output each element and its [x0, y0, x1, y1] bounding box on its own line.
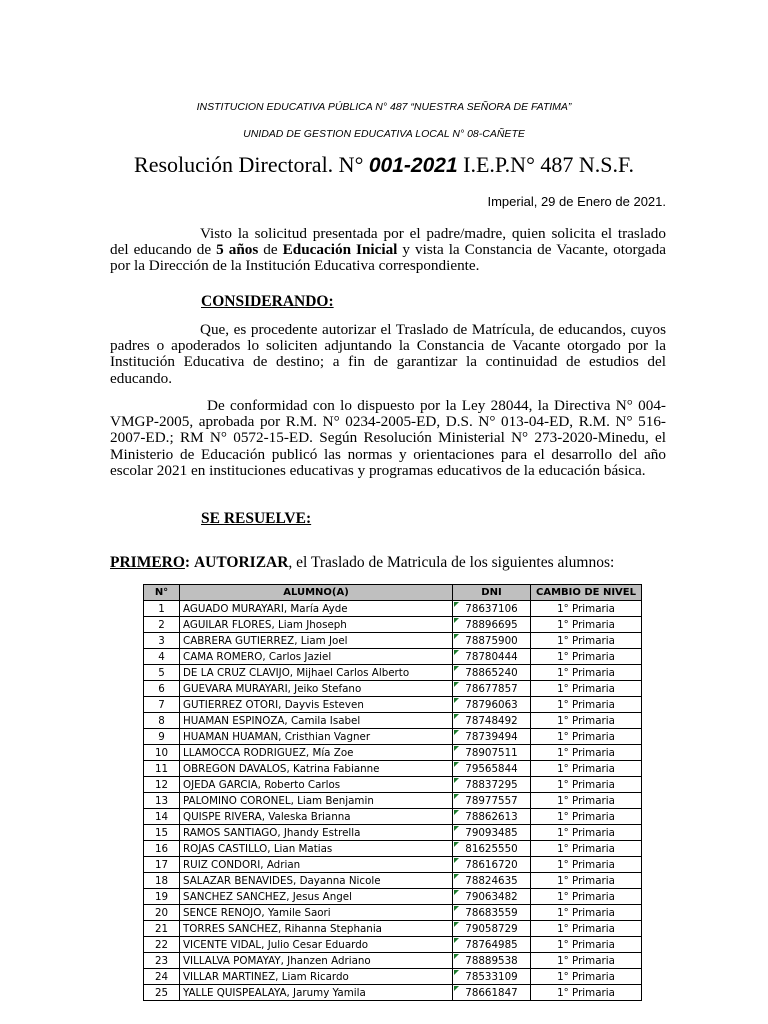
student-name: LLAMOCCA RODRIGUEZ, Mía Zoe [180, 745, 453, 761]
conformidad-paragraph: De conformidad con lo dispuesto por la Ley 28044, la Directiva N° 004-VMGP-2005, aprobada por R.M. N° 0234-2005-ED, D.S. N° 013-04-ED, R.M. N° 516-2007-ED.; RM N° 0572-15-ED. Según Resolución Ministerial N° 273-2020-Minedu, el Ministerio de Educación publicó las normas y orientaciones para el desarrollo del año escolar 2021 en instituciones educativas y programas educativos de la educación básica. [110, 397, 666, 479]
student-name: AGUADO MURAYARI, María Ayde [180, 601, 453, 617]
student-dni: 78661847 [453, 985, 531, 1001]
student-dni: 78616720 [453, 857, 531, 873]
title-prefix: Resolución Directoral. N° [134, 152, 364, 177]
row-number: 16 [144, 841, 180, 857]
student-name: ROJAS CASTILLO, Lian Matias [180, 841, 453, 857]
students-table [143, 584, 642, 1001]
cell-marker-icon [454, 762, 459, 767]
level-change: 1° Primaria [531, 665, 642, 681]
visto-paragraph: Visto la solicitud presentada por el padre/madre, quien solicita el traslado del educando de 5 años de Educación Inicial y vista la Constancia de Vacante, otorgada por la Dirección de la Institución Educativa correspondiente. [110, 225, 666, 275]
ugel-header: UNIDAD DE GESTION EDUCATIVA LOCAL N° 08-CAÑETE [243, 128, 525, 140]
student-dni: 78824635 [453, 873, 531, 889]
resuelve-heading: SE RESUELVE: [201, 510, 312, 527]
cell-marker-icon [454, 730, 459, 735]
level-change: 1° Primaria [531, 649, 642, 665]
row-number: 10 [144, 745, 180, 761]
table-row [144, 969, 642, 985]
cell-marker-icon [454, 826, 459, 831]
level-change: 1° Primaria [531, 857, 642, 873]
table-row [144, 857, 642, 873]
considerando-paragraph: Que, es procedente autorizar el Traslado de Matrícula, de educandos, cuyos padres o apoderados lo soliciten adjuntando la Constancia de Vacante otorgado por la Institución Educativa de destino; a fin de garantizar la continuidad de estudios del educando. [110, 321, 666, 387]
row-number: 8 [144, 713, 180, 729]
table-row [144, 953, 642, 969]
level-change: 1° Primaria [531, 969, 642, 985]
row-number: 24 [144, 969, 180, 985]
table-row [144, 713, 642, 729]
cell-marker-icon [454, 634, 459, 639]
table-row [144, 921, 642, 937]
student-dni: 78677857 [453, 681, 531, 697]
table-row [144, 825, 642, 841]
student-name: QUISPE RIVERA, Valeska Brianna [180, 809, 453, 825]
table-row [144, 601, 642, 617]
cell-marker-icon [454, 970, 459, 975]
level-change: 1° Primaria [531, 633, 642, 649]
row-number: 1 [144, 601, 180, 617]
cell-marker-icon [454, 650, 459, 655]
row-number: 21 [144, 921, 180, 937]
student-name: YALLE QUISPEALAYA, Jarumy Yamila [180, 985, 453, 1001]
table-row [144, 809, 642, 825]
student-name: RAMOS SANTIAGO, Jhandy Estrella [180, 825, 453, 841]
student-name: OJEDA GARCIA, Roberto Carlos [180, 777, 453, 793]
student-dni: 78764985 [453, 937, 531, 953]
cell-marker-icon [454, 794, 459, 799]
level-change: 1° Primaria [531, 873, 642, 889]
row-number: 12 [144, 777, 180, 793]
level-change: 1° Primaria [531, 825, 642, 841]
student-dni: 78739494 [453, 729, 531, 745]
student-name: SANCHEZ SANCHEZ, Jesus Angel [180, 889, 453, 905]
row-number: 9 [144, 729, 180, 745]
student-dni: 78780444 [453, 649, 531, 665]
student-name: GUEVARA MURAYARI, Jeiko Stefano [180, 681, 453, 697]
level-change: 1° Primaria [531, 809, 642, 825]
cell-marker-icon [454, 682, 459, 687]
row-number: 19 [144, 889, 180, 905]
row-number: 4 [144, 649, 180, 665]
cell-marker-icon [454, 666, 459, 671]
row-number: 14 [144, 809, 180, 825]
student-dni: 78748492 [453, 713, 531, 729]
level-change: 1° Primaria [531, 905, 642, 921]
cell-marker-icon [454, 618, 459, 623]
row-number: 5 [144, 665, 180, 681]
level-change: 1° Primaria [531, 889, 642, 905]
student-name: OBREGON DAVALOS, Katrina Fabianne [180, 761, 453, 777]
level-change: 1° Primaria [531, 937, 642, 953]
title-suffix: I.E.P.N° 487 N.S.F. [463, 152, 634, 177]
student-name: SALAZAR BENAVIDES, Dayanna Nicole [180, 873, 453, 889]
primero-clause: PRIMERO: AUTORIZAR, el Traslado de Matricula de los siguientes alumnos: [110, 554, 615, 571]
student-dni: 78533109 [453, 969, 531, 985]
institution-header: INSTITUCION EDUCATIVA PÚBLICA N° 487 “NUESTRA SEÑORA DE FATIMA” [196, 101, 572, 113]
table-row [144, 617, 642, 633]
row-number: 20 [144, 905, 180, 921]
student-dni: 79063482 [453, 889, 531, 905]
table-row [144, 841, 642, 857]
row-number: 17 [144, 857, 180, 873]
table-row [144, 937, 642, 953]
student-dni: 78907511 [453, 745, 531, 761]
header-level: CAMBIO DE NIVEL [531, 585, 642, 601]
row-number: 11 [144, 761, 180, 777]
student-dni: 79093485 [453, 825, 531, 841]
cell-marker-icon [454, 938, 459, 943]
student-name: VILLALVA POMAYAY, Jhanzen Adriano [180, 953, 453, 969]
student-dni: 78977557 [453, 793, 531, 809]
student-name: GUTIERREZ OTORI, Dayvis Esteven [180, 697, 453, 713]
student-name: TORRES SANCHEZ, Rihanna Stephania [180, 921, 453, 937]
cell-marker-icon [454, 890, 459, 895]
primero-action: AUTORIZAR [193, 554, 289, 571]
student-name: DE LA CRUZ CLAVIJO, Mijhael Carlos Alberto [180, 665, 453, 681]
student-dni: 78837295 [453, 777, 531, 793]
table-row [144, 681, 642, 697]
student-name: SENCE RENOJO, Yamile Saori [180, 905, 453, 921]
student-dni: 78889538 [453, 953, 531, 969]
level-change: 1° Primaria [531, 985, 642, 1001]
student-dni: 78896695 [453, 617, 531, 633]
table-row [144, 697, 642, 713]
student-name: CABRERA GUTIERREZ, Liam Joel [180, 633, 453, 649]
student-dni: 78683559 [453, 905, 531, 921]
level-change: 1° Primaria [531, 745, 642, 761]
cell-marker-icon [454, 986, 459, 991]
table-row [144, 777, 642, 793]
primero-text: , el Traslado de Matricula de los siguientes alumnos: [288, 554, 615, 571]
level-change: 1° Primaria [531, 713, 642, 729]
table-row [144, 745, 642, 761]
table-row [144, 985, 642, 1001]
primero-label: PRIMERO [110, 554, 185, 571]
row-number: 13 [144, 793, 180, 809]
student-dni: 78796063 [453, 697, 531, 713]
cell-marker-icon [454, 810, 459, 815]
level-change: 1° Primaria [531, 841, 642, 857]
level-change: 1° Primaria [531, 729, 642, 745]
cell-marker-icon [454, 842, 459, 847]
cell-marker-icon [454, 954, 459, 959]
student-dni: 78637106 [453, 601, 531, 617]
row-number: 15 [144, 825, 180, 841]
cell-marker-icon [454, 922, 459, 927]
resolution-number: 001-2021 [368, 154, 458, 177]
level-change: 1° Primaria [531, 953, 642, 969]
row-number: 7 [144, 697, 180, 713]
cell-marker-icon [454, 714, 459, 719]
table-row [144, 793, 642, 809]
student-name: RUIZ CONDORI, Adrian [180, 857, 453, 873]
student-dni: 78862613 [453, 809, 531, 825]
level-change: 1° Primaria [531, 681, 642, 697]
cell-marker-icon [454, 746, 459, 751]
cell-marker-icon [454, 602, 459, 607]
cell-marker-icon [454, 906, 459, 911]
level-change: 1° Primaria [531, 777, 642, 793]
student-name: HUAMAN ESPINOZA, Camila Isabel [180, 713, 453, 729]
level-change: 1° Primaria [531, 761, 642, 777]
level-change: 1° Primaria [531, 617, 642, 633]
table-row [144, 873, 642, 889]
student-name: AGUILAR FLORES, Liam Jhoseph [180, 617, 453, 633]
cell-marker-icon [454, 874, 459, 879]
table-row [144, 905, 642, 921]
table-row [144, 729, 642, 745]
student-name: PALOMINO CORONEL, Liam Benjamin [180, 793, 453, 809]
considerando-heading: CONSIDERANDO: [201, 293, 334, 310]
student-dni: 79565844 [453, 761, 531, 777]
level-change: 1° Primaria [531, 921, 642, 937]
level-change: 1° Primaria [531, 697, 642, 713]
student-dni: 78875900 [453, 633, 531, 649]
table-row [144, 889, 642, 905]
header-number: N° [144, 585, 180, 601]
row-number: 23 [144, 953, 180, 969]
header-student: ALUMNO(A) [180, 585, 453, 601]
level-change: 1° Primaria [531, 793, 642, 809]
student-name: HUAMAN HUAMAN, Cristhian Vagner [180, 729, 453, 745]
level-change: 1° Primaria [531, 601, 642, 617]
header-dni: DNI [453, 585, 531, 601]
table-header-row [144, 585, 642, 601]
table-row [144, 665, 642, 681]
row-number: 2 [144, 617, 180, 633]
table-row [144, 633, 642, 649]
table-row [144, 649, 642, 665]
student-dni: 79058729 [453, 921, 531, 937]
student-dni: 78865240 [453, 665, 531, 681]
student-name: CAMA ROMERO, Carlos Jaziel [180, 649, 453, 665]
row-number: 22 [144, 937, 180, 953]
cell-marker-icon [454, 858, 459, 863]
document-date: Imperial, 29 de Enero de 2021. [487, 194, 666, 209]
cell-marker-icon [454, 778, 459, 783]
row-number: 18 [144, 873, 180, 889]
table-row [144, 761, 642, 777]
row-number: 6 [144, 681, 180, 697]
row-number: 25 [144, 985, 180, 1001]
student-name: VILLAR MARTINEZ, Liam Ricardo [180, 969, 453, 985]
resolution-title [0, 152, 768, 178]
row-number: 3 [144, 633, 180, 649]
cell-marker-icon [454, 698, 459, 703]
student-dni: 81625550 [453, 841, 531, 857]
student-name: VICENTE VIDAL, Julio Cesar Eduardo [180, 937, 453, 953]
